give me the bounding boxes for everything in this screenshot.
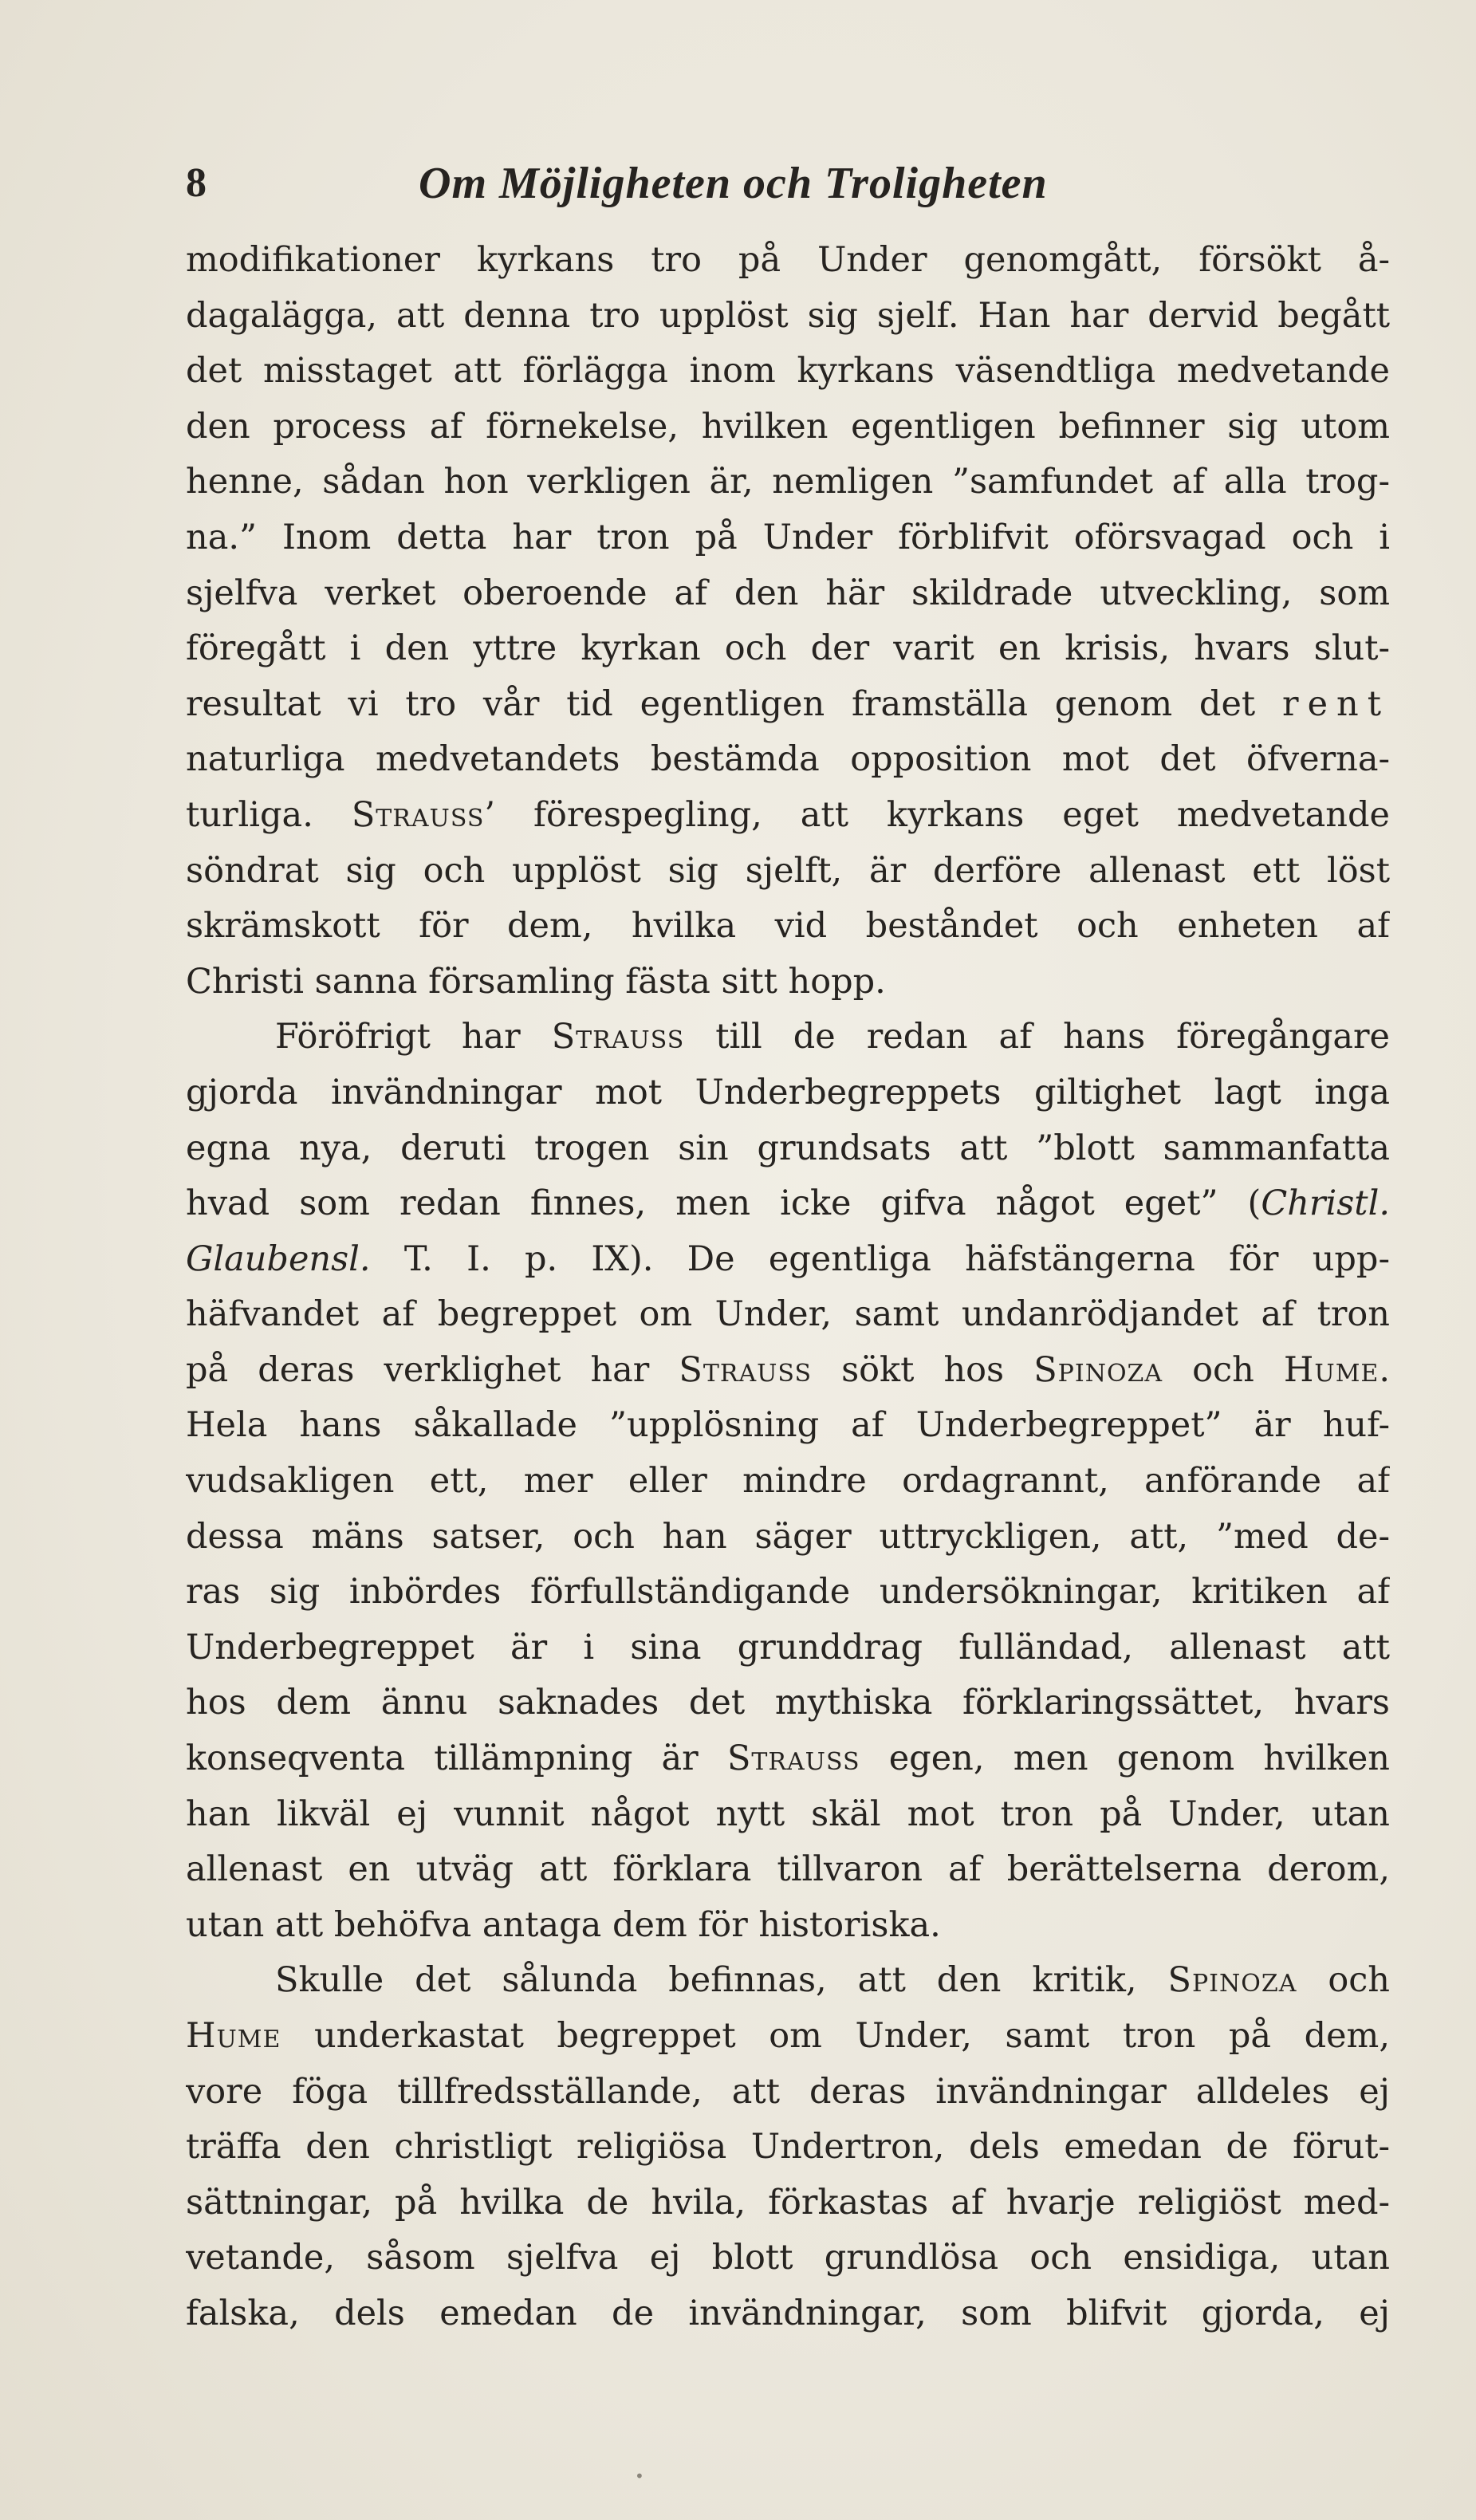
text-line [186, 677, 1390, 733]
line-text: dagalägga, att denna tro upplöst sig sjelf. Han har dervid begått [186, 295, 1390, 336]
line-text: vetande, såsom sjelfva ej blott grundlösa och ensidiga, utan [186, 2238, 1390, 2278]
text-line [186, 455, 1390, 510]
line-text: vore föga tillfredsställande, att deras invändningar alldeles ej [186, 2071, 1390, 2112]
running-title: Om Möjligheten och Troligheten [419, 159, 1048, 208]
author-name-spinoza: Spinoza [1167, 1960, 1297, 2001]
line-text: sjelfva verket oberoende af den här skildrade utveckling, som [186, 573, 1390, 613]
citation-italic: Christl. [1261, 1183, 1390, 1224]
text-line [186, 2120, 1390, 2175]
line-text: söndrat sig och upplöst sig sjelft, är derföre allenast ett löst [186, 850, 1390, 891]
text-line [186, 1898, 1390, 1954]
line-text: konseqventa tillämpning är [186, 1738, 727, 1779]
text-line [186, 899, 1390, 955]
author-name-strauss: Strauss [679, 1349, 813, 1390]
author-name-hume: Hume [1283, 1349, 1380, 1390]
line-text: skrämskott för dem, hvilka vid beståndet och enheten af [186, 906, 1390, 947]
line-text: Hela hans såkallade ”upplösning af Underbegreppet” är huf- [186, 1405, 1390, 1446]
text-line [186, 955, 1390, 1010]
spaced-emphasis: rent [1282, 683, 1390, 724]
line-text: Skulle det sålunda befinnas, att den kritik, [275, 1960, 1168, 2001]
citation-italic: Glaubensl. [186, 1238, 371, 1279]
line-text: Christi sanna församling fästa sitt hopp. [186, 961, 886, 1002]
line-text: . [1379, 1349, 1390, 1390]
text-line [186, 289, 1390, 345]
text-line [186, 1675, 1390, 1731]
text-line [186, 621, 1390, 677]
line-text: sökt hos [812, 1349, 1034, 1390]
line-text: na.” Inom detta har tron på Under förblifvit oförsvagad och i [186, 517, 1390, 557]
page-header [186, 152, 1382, 215]
line-text: vudsakligen ett, mer eller mindre ordagrannt, anförande af [186, 1461, 1390, 1502]
line-text: det misstaget att förlägga inom kyrkans väsendtliga medvetande [186, 351, 1390, 392]
line-text: naturliga medvetandets bestämda opposition mot det öfverna- [186, 739, 1390, 780]
page-number: 8 [186, 160, 207, 206]
text-line [186, 1565, 1390, 1620]
line-text: egen, men genom hvilken [860, 1738, 1390, 1779]
author-name-strauss: Strauss [551, 1017, 685, 1057]
line-text: dessa mäns satser, och han säger uttryckligen, att, ”med de- [186, 1516, 1390, 1557]
text-line [186, 2175, 1390, 2231]
text-line [186, 1787, 1390, 1843]
line-text: utan att behöfva antaga dem för historiska. [186, 1904, 941, 1945]
ink-speck: • [635, 2467, 644, 2486]
text-line [186, 788, 1390, 844]
line-text: T. I. p. IX). De egentliga häfstängerna för upp- [370, 1238, 1390, 1279]
text-line [186, 1510, 1390, 1565]
text-line [186, 2065, 1390, 2120]
line-text: gjorda invändningar mot Underbegreppets giltighet lagt inga [186, 1072, 1390, 1112]
text-line [186, 400, 1390, 455]
line-text: hos dem ännu saknades det mythiska förklaringssättet, hvars [186, 1683, 1390, 1723]
line-text: träffa den christligt religiösa Undertron, dels emedan de förut- [186, 2127, 1390, 2168]
text-line [186, 844, 1390, 900]
line-text: häfvandet af begreppet om Under, samt undanrödjandet af tron [186, 1294, 1390, 1335]
text-line [186, 1731, 1390, 1787]
author-name-hume: Hume [186, 2016, 281, 2056]
text-line [186, 1454, 1390, 1510]
author-name-strauss: Strauss [726, 1738, 860, 1779]
text-line [186, 1232, 1390, 1288]
line-text: till de redan af hans föregångare [684, 1017, 1390, 1057]
line-text: Föröfrigt har [275, 1017, 552, 1057]
text-line [186, 1620, 1390, 1676]
text-line [186, 566, 1390, 622]
line-text: och [1163, 1349, 1284, 1390]
text-line [186, 1343, 1390, 1399]
line-text: Underbegreppet är i sina grunddrag fulländad, allenast att [186, 1627, 1390, 1668]
line-text: på deras verklighet har [186, 1349, 679, 1390]
line-text: resultat vi tro vår tid egentligen framställa genom det [186, 683, 1283, 724]
text-line [186, 2231, 1390, 2286]
text-line [186, 510, 1390, 566]
text-line [186, 1121, 1390, 1177]
text-line [186, 1953, 1390, 2009]
line-text: henne, sådan hon verkligen är, nemligen ”samfundet af alla trog- [186, 462, 1390, 502]
text-line [186, 1176, 1390, 1232]
line-text: modifikationer kyrkans tro på Under genomgått, försökt å- [186, 240, 1390, 280]
text-line [186, 732, 1390, 788]
line-text: ’ förespegling, att kyrkans eget medvetande [484, 794, 1390, 835]
text-line [186, 344, 1390, 400]
line-text: hvad som redan finnes, men icke gifva något eget” ( [186, 1183, 1261, 1224]
author-name-spinoza: Spinoza [1033, 1349, 1163, 1390]
author-name-strauss: Strauss [351, 794, 485, 835]
line-text: den process af förnekelse, hvilken egentligen befinner sig utom [186, 406, 1390, 447]
line-text: sättningar, på hvilka de hvila, förkastas af hvarje religiöst med- [186, 2182, 1390, 2223]
line-text: turliga. [186, 794, 352, 835]
text-line [186, 1065, 1390, 1121]
text-line [186, 1842, 1390, 1898]
text-line [186, 233, 1390, 289]
line-text: egna nya, deruti trogen sin grundsats att ”blott sammanfatta [186, 1128, 1390, 1168]
line-text: falska, dels emedan de invändningar, som blifvit gjorda, ej [186, 2293, 1390, 2333]
text-line [186, 1287, 1390, 1343]
line-text: allenast en utväg att förklara tillvaron af berättelserna derom, [186, 1849, 1390, 1890]
line-text: ras sig inbördes förfullständigande undersökningar, kritiken af [186, 1572, 1390, 1612]
text-line [186, 1010, 1390, 1065]
line-text: föregått i den yttre kyrkan och der varit en krisis, hvars slut- [186, 628, 1390, 669]
text-line [186, 2009, 1390, 2065]
body-text [186, 233, 1390, 2342]
text-line [186, 2286, 1390, 2342]
line-text: han likväl ej vunnit något nytt skäl mot tron på Under, utan [186, 1794, 1390, 1834]
line-text: underkastat begreppet om Under, samt tron på dem, [281, 2016, 1390, 2056]
line-text: och [1297, 1960, 1390, 2001]
text-line [186, 1398, 1390, 1454]
